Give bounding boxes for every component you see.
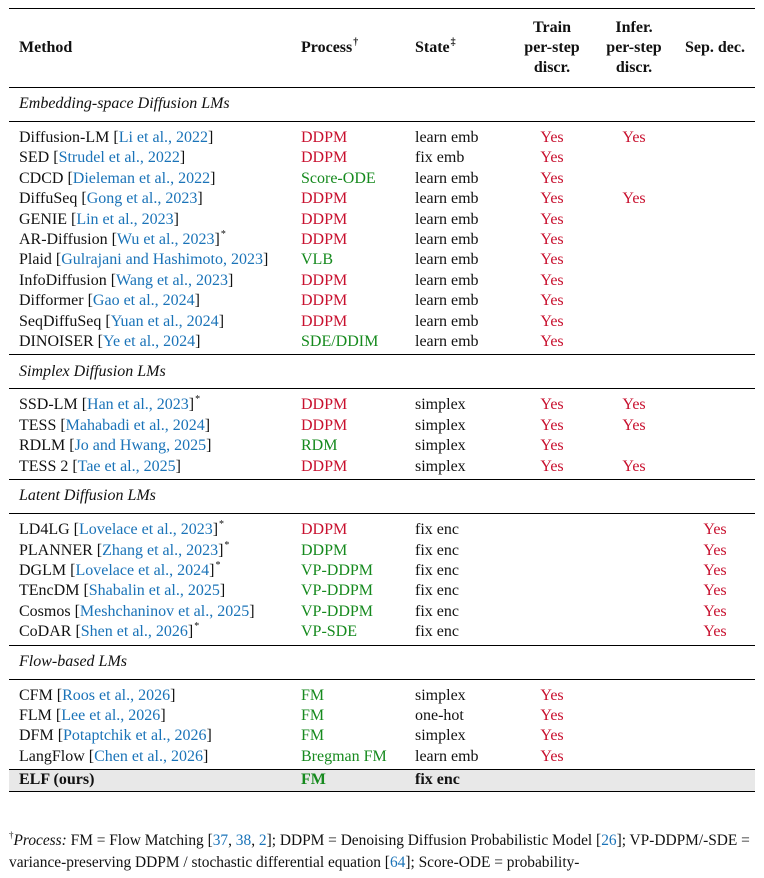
- method-name: SSD-LM: [19, 396, 78, 414]
- citation-link[interactable]: Roos et al., 2026: [62, 686, 171, 704]
- process-cell: DDPM: [301, 521, 348, 539]
- header-infer: Infer. per-step discr.: [606, 19, 662, 76]
- state-cell: learn emb: [415, 312, 479, 330]
- process-cell: VP-DDPM: [301, 561, 374, 579]
- method-cell: CDCD [Dieleman et al., 2022]: [19, 169, 216, 187]
- state-cell: fix enc: [415, 623, 459, 641]
- method-cell: LangFlow [Chen et al., 2026]: [19, 747, 209, 765]
- train-cell: Yes: [540, 292, 564, 310]
- table-row: [9, 747, 755, 770]
- ref-link[interactable]: 37: [212, 832, 229, 849]
- sep-dec-cell: Yes: [703, 623, 727, 641]
- infer-cell: [593, 436, 675, 456]
- table-row: [9, 250, 755, 270]
- citation-link[interactable]: Chen et al., 2026: [94, 747, 203, 765]
- method-cell: InfoDiffusion [Wang et al., 2023]: [19, 271, 234, 289]
- table-body: [9, 88, 755, 792]
- infer-cell: [593, 622, 675, 645]
- method-cell: DGLM [Lovelace et al., 2024]*: [19, 559, 221, 579]
- process-cell: Bregman FM: [301, 747, 387, 765]
- infer-cell: [593, 271, 675, 291]
- state-cell: fix enc: [415, 561, 459, 579]
- sep-dec-cell: [675, 291, 755, 311]
- sep-dec-cell: [675, 679, 755, 706]
- state-cell: simplex: [415, 437, 466, 455]
- method-name: SeqDiffuSeq: [19, 312, 102, 330]
- table-row: [9, 312, 755, 332]
- train-cell: Yes: [540, 210, 564, 228]
- sep-dec-cell: [675, 210, 755, 230]
- header-state: State‡: [415, 37, 456, 56]
- process-cell: DDPM: [301, 292, 348, 310]
- table-row: [9, 271, 755, 291]
- process-cell: DDPM: [301, 210, 348, 228]
- table-row: [9, 122, 755, 149]
- infer-cell: Yes: [622, 396, 646, 414]
- process-cell: VP-DDPM: [301, 582, 374, 600]
- ours-row: [9, 770, 755, 791]
- train-cell: Yes: [540, 251, 564, 269]
- citation-link[interactable]: Zhang et al., 2023: [102, 541, 219, 559]
- train-cell: [511, 622, 593, 645]
- infer-cell: [593, 312, 675, 332]
- train-cell: [511, 561, 593, 581]
- infer-cell: [593, 332, 675, 355]
- table-row: [9, 726, 755, 746]
- ref-link[interactable]: 26: [601, 832, 617, 849]
- method-name: SED: [19, 149, 50, 167]
- sep-dec-cell: [675, 706, 755, 726]
- train-cell: Yes: [540, 706, 564, 724]
- process-cell: DDPM: [301, 312, 348, 330]
- process-cell: DDPM: [301, 190, 348, 208]
- citation-link[interactable]: Dieleman et al., 2022: [72, 169, 211, 187]
- footnote-mark: †: [9, 830, 14, 840]
- process-cell: DDPM: [301, 457, 348, 475]
- table-row: [9, 416, 755, 436]
- table-row: [9, 389, 755, 416]
- citation-link[interactable]: Tae et al., 2025: [77, 457, 176, 475]
- section-header: [9, 88, 755, 122]
- sep-dec-cell: [675, 726, 755, 746]
- table-row: [9, 148, 755, 168]
- comparison-table: [9, 8, 755, 792]
- citation-link[interactable]: Gao et al., 2024: [92, 292, 195, 310]
- train-cell: [511, 541, 593, 561]
- section-title: Latent Diffusion LMs: [19, 487, 156, 505]
- state-cell: simplex: [415, 686, 466, 704]
- sep-dec-cell: [675, 389, 755, 416]
- train-cell: Yes: [540, 416, 564, 434]
- method-name: TESS 2: [19, 457, 69, 475]
- process-cell: RDM: [301, 437, 338, 455]
- sep-dec-cell: [675, 770, 755, 791]
- sep-dec-cell: Yes: [703, 602, 727, 620]
- table-row: [9, 602, 755, 622]
- process-cell: DDPM: [301, 129, 348, 146]
- train-cell: Yes: [540, 129, 564, 146]
- train-cell: Yes: [540, 169, 564, 187]
- state-cell: fix enc: [415, 582, 459, 600]
- train-cell: Yes: [540, 727, 564, 745]
- state-cell: simplex: [415, 457, 466, 475]
- section-header: [9, 645, 755, 679]
- method-cell: FLM [Lee et al., 2026]: [19, 706, 166, 724]
- sep-dec-cell: [675, 122, 755, 149]
- infer-cell: Yes: [622, 190, 646, 208]
- method-cell: DFM [Potaptchik et al., 2026]: [19, 727, 212, 745]
- infer-cell: [593, 291, 675, 311]
- sep-dec-cell: [675, 271, 755, 291]
- process-cell: DDPM: [301, 231, 348, 249]
- method-cell: TESS 2 [Tae et al., 2025]: [19, 457, 181, 475]
- citation-link[interactable]: Mahabadi et al., 2024: [65, 416, 205, 434]
- table-row: [9, 561, 755, 581]
- citation-link[interactable]: Ye et al., 2024: [103, 333, 196, 351]
- table-row: [9, 230, 755, 250]
- asterisk-mark: *: [219, 519, 225, 531]
- method-cell: SED [Strudel et al., 2022]: [19, 149, 186, 167]
- train-cell: Yes: [540, 686, 564, 704]
- train-cell: [511, 581, 593, 601]
- citation-link[interactable]: Jo and Hwang, 2025: [74, 437, 207, 455]
- ref-link[interactable]: 38: [235, 832, 252, 849]
- table-row: [9, 541, 755, 561]
- sep-dec-cell: [675, 230, 755, 250]
- method-cell: DiffuSeq [Gong et al., 2023]: [19, 190, 203, 208]
- method-cell: Difformer [Gao et al., 2024]: [19, 292, 200, 310]
- header-process: Process†: [301, 37, 359, 56]
- citation-link[interactable]: Meshchaninov et al., 2025: [79, 602, 250, 620]
- method-cell: Plaid [Gulrajani and Hashimoto, 2023]: [19, 251, 269, 269]
- section-header: [9, 355, 755, 389]
- train-cell: Yes: [540, 437, 564, 455]
- footnote-label: Process:: [13, 832, 67, 849]
- method-cell: SeqDiffuSeq [Yuan et al., 2024]: [19, 312, 225, 330]
- process-cell: DDPM: [301, 396, 348, 414]
- sep-dec-cell: Yes: [703, 541, 727, 559]
- method-name: InfoDiffusion: [19, 271, 107, 289]
- table-row: [9, 622, 755, 645]
- state-cell: learn emb: [415, 333, 479, 351]
- infer-cell: [593, 169, 675, 189]
- process-cell: DDPM: [301, 149, 348, 167]
- state-cell: learn emb: [415, 292, 479, 310]
- method-name: PLANNER: [19, 541, 93, 559]
- sep-dec-cell: [675, 312, 755, 332]
- train-cell: Yes: [540, 190, 564, 208]
- train-cell: Yes: [540, 231, 564, 249]
- asterisk-mark: *: [215, 559, 221, 571]
- table-row: [9, 457, 755, 480]
- method-cell: LD4LG [Lovelace et al., 2023]*: [19, 519, 225, 539]
- process-cell: FM: [301, 727, 325, 745]
- process-cell: VLB: [301, 251, 333, 269]
- train-cell: [511, 514, 593, 541]
- infer-cell: [593, 514, 675, 541]
- table-row: [9, 706, 755, 726]
- process-cell: FM: [301, 686, 325, 704]
- sep-dec-cell: [675, 747, 755, 770]
- infer-cell: [593, 561, 675, 581]
- method-name: Cosmos: [19, 602, 71, 620]
- table-row: [9, 291, 755, 311]
- table-row: [9, 679, 755, 706]
- method-cell: AR-Diffusion [Wu et al., 2023]*: [19, 229, 226, 249]
- citation-link[interactable]: Shen et al., 2026: [80, 623, 188, 641]
- sep-dec-cell: [675, 250, 755, 270]
- asterisk-mark: *: [195, 394, 201, 406]
- infer-cell: [593, 726, 675, 746]
- state-cell: learn emb: [415, 231, 479, 249]
- citation-link[interactable]: Lovelace et al., 2023: [78, 521, 213, 539]
- header-method: Method: [19, 39, 73, 56]
- method-name: DFM: [19, 727, 54, 745]
- train-cell: Yes: [540, 312, 564, 330]
- infer-cell: [593, 679, 675, 706]
- infer-cell: [593, 250, 675, 270]
- state-cell: learn emb: [415, 271, 479, 289]
- section-title: Embedding-space Diffusion LMs: [19, 95, 230, 113]
- infer-cell: [593, 581, 675, 601]
- table-row: [9, 169, 755, 189]
- method-cell: ELF (ours): [9, 770, 301, 791]
- state-cell: fix enc: [415, 770, 511, 791]
- sep-dec-cell: Yes: [703, 521, 727, 539]
- process-cell: FM: [301, 706, 325, 724]
- method-name: AR-Diffusion: [19, 231, 108, 249]
- method-name: CFM: [19, 686, 53, 704]
- footnote: †Process: FM = Flow Matching [37, 38, 2]; DDPM = Denoising Diffusion Probabilistic Model [26]; VP-DDPM/-SDE = variance-preserving DDPM / stochastic differential equation [64]; Score-ODE = probability-: [9, 830, 750, 871]
- ref-link[interactable]: 64: [389, 854, 406, 871]
- infer-cell: Yes: [622, 457, 646, 475]
- infer-cell: [593, 230, 675, 250]
- state-cell: fix enc: [415, 521, 459, 539]
- sep-dec-cell: [675, 332, 755, 355]
- state-cell: learn emb: [415, 210, 479, 228]
- asterisk-mark: *: [224, 539, 230, 551]
- infer-cell: [593, 210, 675, 230]
- method-name: LD4LG: [19, 521, 70, 539]
- dagger-mark: †: [353, 37, 359, 48]
- method-cell: TEncDM [Shabalin et al., 2025]: [19, 582, 226, 600]
- state-cell: simplex: [415, 416, 466, 434]
- sep-dec-cell: Yes: [703, 561, 727, 579]
- table-row: [9, 332, 755, 355]
- asterisk-mark: *: [220, 229, 226, 241]
- sep-dec-cell: [675, 457, 755, 480]
- citation-link[interactable]: Lin et al., 2023: [76, 210, 174, 228]
- method-cell: DINOISER [Ye et al., 2024]: [19, 333, 201, 351]
- train-cell: Yes: [540, 149, 564, 167]
- state-cell: fix emb: [415, 149, 465, 167]
- sep-dec-cell: [675, 148, 755, 168]
- method-cell: CoDAR [Shen et al., 2026]*: [19, 621, 200, 641]
- process-cell: DDPM: [301, 271, 348, 289]
- infer-cell: [593, 747, 675, 770]
- process-cell: FM: [301, 770, 415, 791]
- infer-cell: [593, 770, 675, 791]
- train-cell: Yes: [540, 457, 564, 475]
- method-cell: PLANNER [Zhang et al., 2023]*: [19, 539, 230, 559]
- header-train: Train per-step discr.: [524, 19, 580, 76]
- train-cell: Yes: [540, 396, 564, 414]
- method-name: Diffusion-LM: [19, 129, 110, 146]
- citation-link[interactable]: Wu et al., 2023: [116, 231, 215, 249]
- state-cell: simplex: [415, 396, 466, 414]
- method-name: CoDAR: [19, 623, 72, 641]
- section-header: [9, 480, 755, 514]
- citation-link[interactable]: Shabalin et al., 2025: [88, 582, 220, 600]
- process-cell: SDE/DDIM: [301, 333, 379, 351]
- process-cell: VP-SDE: [301, 623, 358, 641]
- state-cell: learn emb: [415, 129, 479, 146]
- state-cell: learn emb: [415, 169, 479, 187]
- method-cell: RDLM [Jo and Hwang, 2025]: [19, 437, 212, 455]
- state-cell: simplex: [415, 727, 466, 745]
- citation-link[interactable]: Gong et al., 2023: [86, 190, 198, 208]
- sep-dec-cell: [675, 436, 755, 456]
- sep-dec-cell: [675, 189, 755, 209]
- method-cell: Diffusion-LM [Li et al., 2022]: [19, 129, 214, 146]
- method-cell: GENIE [Lin et al., 2023]: [19, 210, 179, 228]
- state-cell: learn emb: [415, 251, 479, 269]
- comparison-table-container: [9, 8, 755, 792]
- sep-dec-cell: [675, 416, 755, 436]
- method-name: TEncDM: [19, 582, 80, 600]
- train-cell: [511, 770, 593, 791]
- citation-link[interactable]: Han et al., 2023: [87, 396, 189, 414]
- process-cell: DDPM: [301, 541, 348, 559]
- table-row: [9, 189, 755, 209]
- method-name: DiffuSeq: [19, 190, 78, 208]
- state-cell: one-hot: [415, 706, 464, 724]
- table-row: [9, 581, 755, 601]
- sep-dec-cell: Yes: [703, 582, 727, 600]
- infer-cell: [593, 602, 675, 622]
- method-cell: SSD-LM [Han et al., 2023]*: [19, 394, 201, 414]
- infer-cell: [593, 706, 675, 726]
- method-name: DINOISER: [19, 333, 94, 351]
- state-cell: learn emb: [415, 747, 479, 765]
- table-row: [9, 514, 755, 541]
- sep-dec-cell: [675, 169, 755, 189]
- method-cell: CFM [Roos et al., 2026]: [19, 686, 176, 704]
- method-name: Plaid: [19, 251, 52, 269]
- method-name: CDCD: [19, 169, 64, 187]
- method-name: TESS: [19, 416, 57, 434]
- process-cell: Score-ODE: [301, 169, 376, 187]
- double-dagger-mark: ‡: [450, 37, 456, 48]
- citation-link[interactable]: Gulrajani and Hashimoto, 2023: [61, 251, 263, 269]
- asterisk-mark: *: [194, 621, 200, 633]
- infer-cell: [593, 148, 675, 168]
- process-cell: DDPM: [301, 416, 348, 434]
- method-name: FLM: [19, 706, 52, 724]
- table-row: [9, 210, 755, 230]
- infer-cell: [593, 541, 675, 561]
- method-cell: Cosmos [Meshchaninov et al., 2025]: [19, 602, 255, 620]
- train-cell: Yes: [540, 271, 564, 289]
- citation-link[interactable]: Lee et al., 2026: [61, 706, 161, 724]
- citation-link[interactable]: Lovelace et al., 2024: [75, 561, 210, 579]
- section-title: Flow-based LMs: [19, 652, 127, 670]
- method-name: RDLM: [19, 437, 66, 455]
- method-cell: TESS [Mahabadi et al., 2024]: [19, 416, 211, 434]
- header-sep-dec: Sep. dec.: [685, 39, 745, 56]
- citation-link[interactable]: Strudel et al., 2022: [58, 149, 180, 167]
- process-cell: VP-DDPM: [301, 602, 374, 620]
- state-cell: fix enc: [415, 602, 459, 620]
- train-cell: [511, 602, 593, 622]
- ref-link[interactable]: 2: [258, 832, 267, 849]
- method-name: LangFlow: [19, 747, 85, 765]
- train-cell: Yes: [540, 747, 564, 765]
- citation-link[interactable]: Wang et al., 2023: [116, 271, 229, 289]
- infer-cell: Yes: [622, 416, 646, 434]
- method-name: GENIE: [19, 210, 67, 228]
- citation-link[interactable]: Potaptchik et al., 2026: [63, 727, 207, 745]
- state-cell: fix enc: [415, 541, 459, 559]
- method-name: DGLM: [19, 561, 67, 579]
- infer-cell: Yes: [622, 129, 646, 146]
- state-cell: learn emb: [415, 190, 479, 208]
- citation-link[interactable]: Li et al., 2022: [118, 129, 209, 146]
- header-row: [9, 9, 755, 88]
- table-row: [9, 436, 755, 456]
- method-name: Difformer: [19, 292, 84, 310]
- citation-link[interactable]: Yuan et al., 2024: [110, 312, 219, 330]
- section-title: Simplex Diffusion LMs: [19, 362, 166, 380]
- train-cell: Yes: [540, 333, 564, 351]
